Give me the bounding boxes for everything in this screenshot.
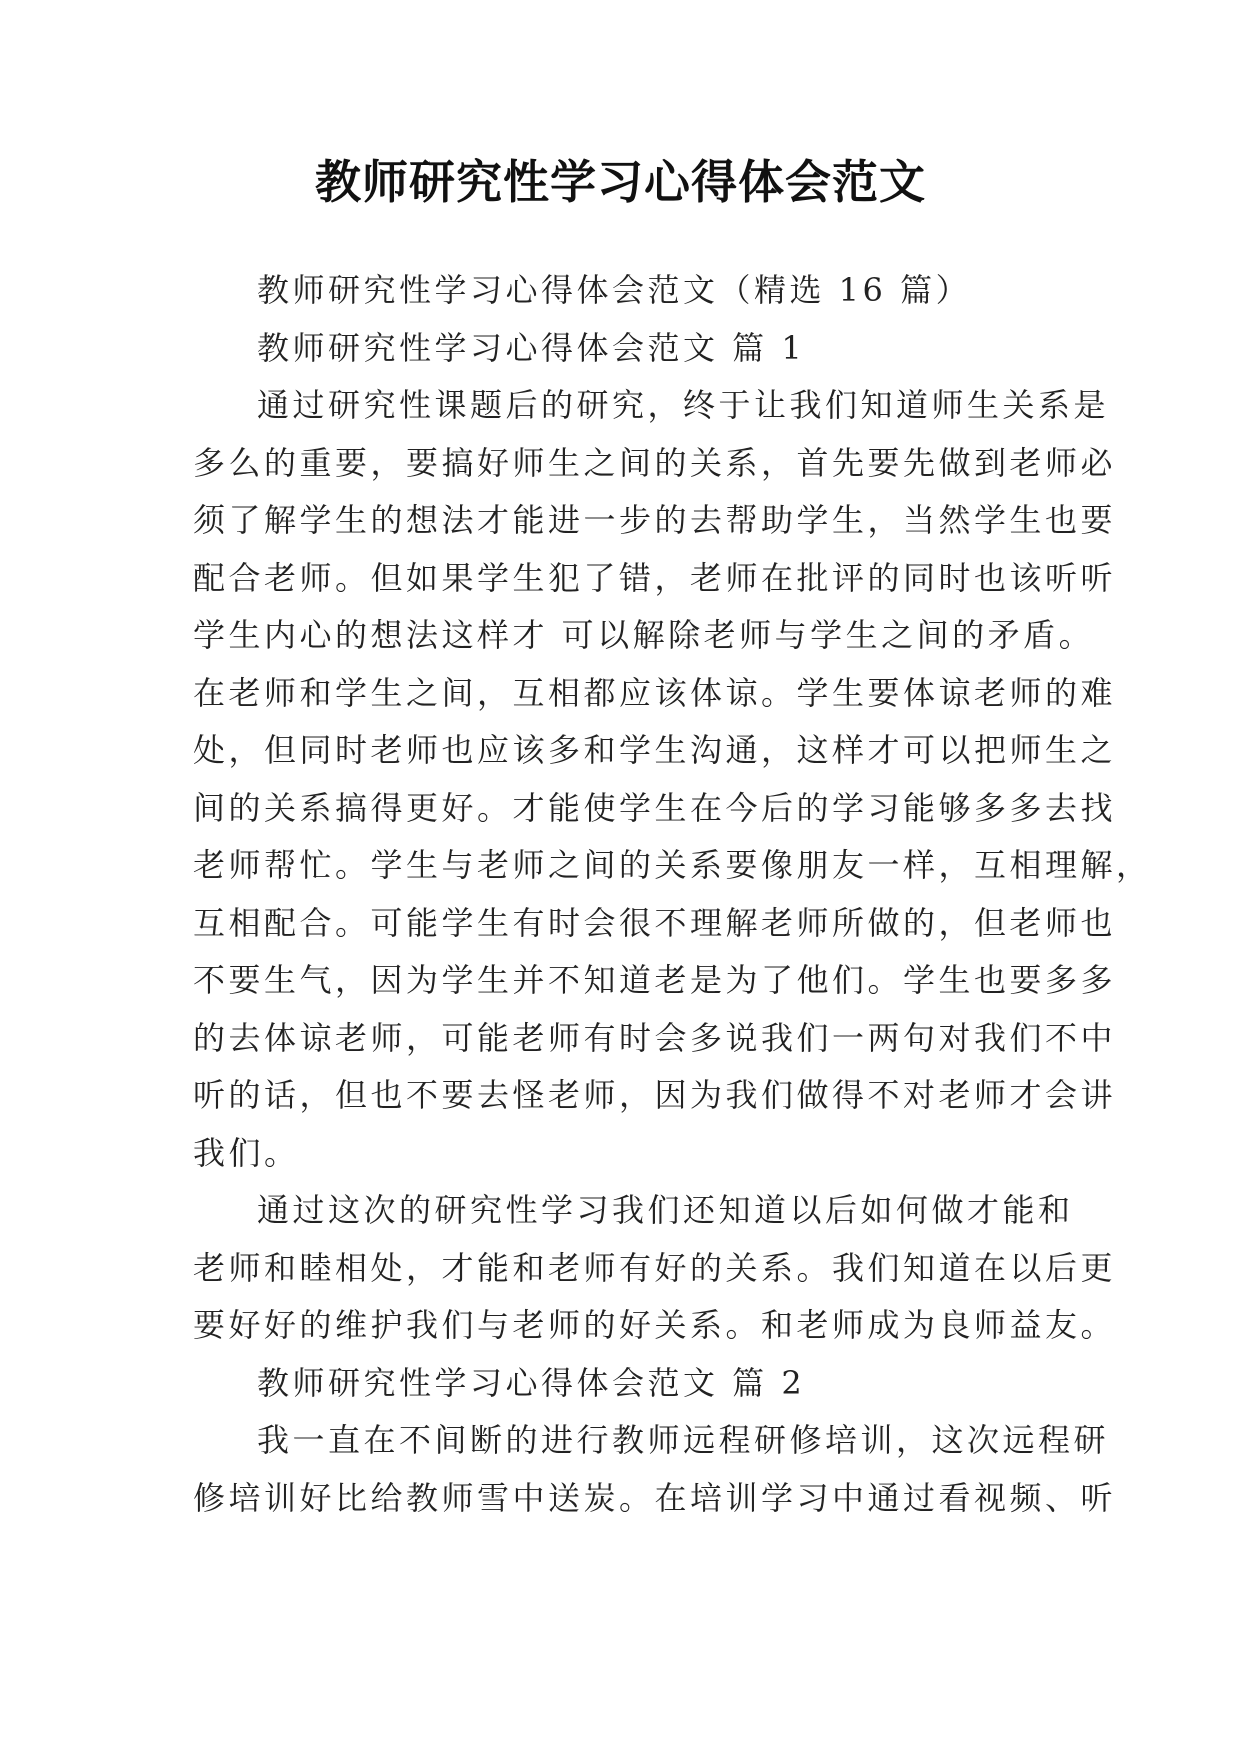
paragraph-line: 我们。 [193,1133,300,1172]
paragraph-line: 老师和睦相处，才能和老师有好的关系。我们知道在以后更 [193,1248,1117,1287]
paragraph-line: 间的关系搞得更好。才能使学生在今后的学习能够多多去找 [193,788,1117,827]
paragraph-line: 处，但同时老师也应该多和学生沟通，这样才可以把师生之 [193,731,1117,769]
document-body [193,262,1152,1527]
paragraph-line: 通过这次的研究性学习我们还知道以后如何做才能和 [257,1191,1074,1229]
document-title: 教师研究性学习心得体会范文 [315,155,926,209]
paragraph-line: 须了解学生的想法才能进一步的去帮助学生，当然学生也要 [193,501,1117,539]
paragraph-line: 要好好的维护我们与老师的好关系。和老师成为良师益友。 [193,1306,1117,1344]
paragraph-line: 的去体谅老师，可能老师有时会多说我们一两句对我们不中 [193,1018,1117,1057]
paragraph-line: 配合老师。但如果学生犯了错，老师在批评的同时也该听听 [193,558,1117,597]
paragraph-line: 互相配合。可能学生有时会很不理解老师所做的，但老师也 [193,903,1117,942]
paragraph-line: 通过研究性课题后的研究，终于让我们知道师生关系是 [257,386,1110,424]
paragraph-line: 不要生气，因为学生并不知道老是为了他们。学生也要多多 [193,961,1117,999]
paragraph-line: 我一直在不间断的进行教师远程研修培训，这次远程研 [257,1421,1110,1459]
paragraph-line: 老师帮忙。学生与老师之间的关系要像朋友一样，互相理解， [193,846,1152,884]
paragraph-line: 多么的重要，要搞好师生之间的关系，首先要先做到老师必 [193,443,1117,482]
section-heading-2: 教师研究性学习心得体会范文 篇 2 [257,1363,806,1402]
paragraph-line: 听的话，但也不要去怪老师，因为我们做得不对老师才会讲 [193,1076,1117,1114]
paragraph-line: 在老师和学生之间，互相都应该体谅。学生要体谅老师的难 [193,673,1117,712]
subtitle-line: 教师研究性学习心得体会范文（精选 16 篇） [257,271,972,309]
paragraph-line: 修培训好比给教师雪中送炭。在培训学习中通过看视频、听 [193,1478,1117,1517]
section-heading-1: 教师研究性学习心得体会范文 篇 1 [257,328,806,367]
paragraph-line: 学生内心的想法这样才 可以解除老师与学生之间的矛盾。 [193,616,1095,654]
